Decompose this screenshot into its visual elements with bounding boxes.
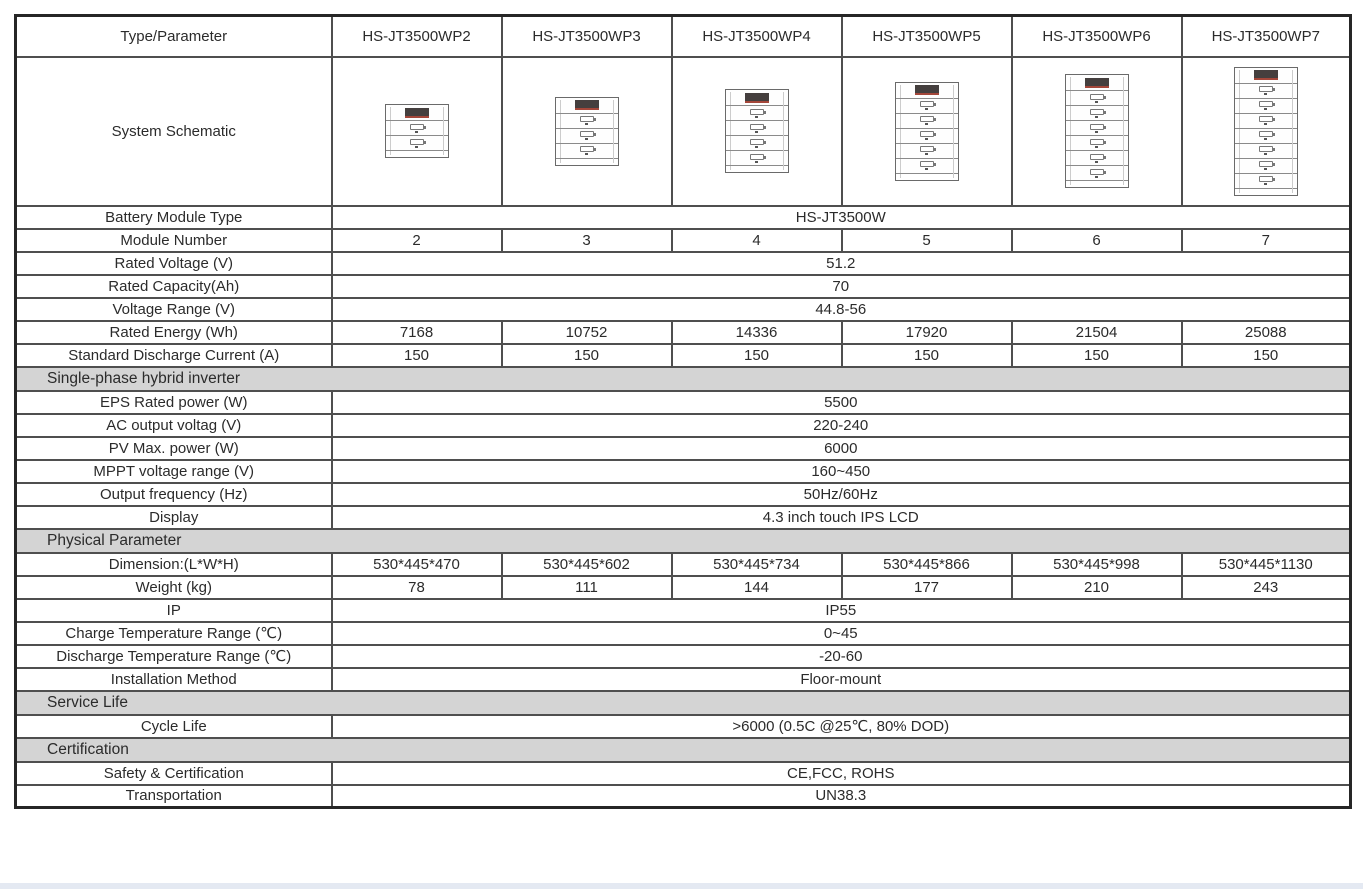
row-label: Safety & Certification [16, 762, 332, 785]
battery-icon [1259, 146, 1273, 152]
cell-value: 530*445*470 [332, 553, 502, 576]
indicator-dot [1095, 101, 1098, 103]
battery-icon [1259, 101, 1273, 107]
cell-value: 150 [672, 344, 842, 367]
battery-icon [920, 116, 934, 122]
battery-icon [580, 146, 594, 152]
tower-base [896, 174, 958, 180]
cell-value: 177 [842, 576, 1012, 599]
cell-value: 210 [1012, 576, 1182, 599]
battery-module-segment [386, 121, 448, 136]
battery-icon [410, 124, 424, 130]
cell-value: 2 [332, 229, 502, 252]
battery-icon [1259, 176, 1273, 182]
section-title: Certification [16, 738, 1351, 762]
battery-module-segment [1066, 91, 1128, 106]
inverter-segment [896, 83, 958, 99]
row-value: -20-60 [332, 645, 1351, 668]
cell-value: 150 [502, 344, 672, 367]
spec-table [14, 14, 1352, 809]
schematic-tower-2-modules [385, 104, 449, 158]
battery-icon [1090, 169, 1104, 175]
header-row [16, 16, 1351, 57]
indicator-dot [1095, 116, 1098, 118]
display-screen-icon [915, 85, 939, 95]
schematic-cell [1012, 57, 1182, 206]
table-row-display [16, 506, 1351, 529]
battery-module-segment [896, 144, 958, 159]
cell-value: 7168 [332, 321, 502, 344]
battery-module-segment [1235, 84, 1297, 99]
battery-icon [750, 154, 764, 160]
row-value: IP55 [332, 599, 1351, 622]
cell-value: 150 [1182, 344, 1351, 367]
battery-icon [1259, 161, 1273, 167]
cell-value: 150 [1012, 344, 1182, 367]
table-row-transportation [16, 785, 1351, 808]
indicator-dot [1095, 146, 1098, 148]
model-column-header: HS-JT3500WP2 [332, 16, 502, 57]
model-column-header: HS-JT3500WP4 [672, 16, 842, 57]
cell-value: 530*445*866 [842, 553, 1012, 576]
row-label: Dimension:(L*W*H) [16, 553, 332, 576]
display-screen-icon [1254, 70, 1278, 80]
battery-icon [750, 139, 764, 145]
battery-icon [1259, 86, 1273, 92]
display-screen-icon [1085, 78, 1109, 88]
table-row-output-frequency [16, 483, 1351, 506]
tower-base [726, 166, 788, 172]
inverter-segment [1235, 68, 1297, 84]
row-label: IP [16, 599, 332, 622]
tower-base [1066, 181, 1128, 187]
cell-value: 7 [1182, 229, 1351, 252]
indicator-dot [1264, 138, 1267, 140]
indicator-dot [1095, 176, 1098, 178]
indicator-dot [585, 123, 588, 125]
cell-value: 10752 [502, 321, 672, 344]
row-value: 220-240 [332, 414, 1351, 437]
row-label: Rated Energy (Wh) [16, 321, 332, 344]
cell-value: 25088 [1182, 321, 1351, 344]
indicator-dot [585, 138, 588, 140]
table-row-battery-module-type [16, 206, 1351, 229]
cell-value: 14336 [672, 321, 842, 344]
battery-icon [580, 116, 594, 122]
row-label: Rated Voltage (V) [16, 252, 332, 275]
indicator-dot [925, 108, 928, 110]
tower-base [556, 159, 618, 165]
section-header-certification [16, 738, 1351, 762]
battery-module-segment [1066, 151, 1128, 166]
indicator-dot [1264, 153, 1267, 155]
battery-module-segment [726, 136, 788, 151]
indicator-dot [925, 123, 928, 125]
inverter-segment [386, 105, 448, 121]
model-column-header: HS-JT3500WP5 [842, 16, 1012, 57]
cell-value: 243 [1182, 576, 1351, 599]
battery-module-segment [556, 144, 618, 159]
row-label: AC output voltag (V) [16, 414, 332, 437]
battery-module-segment [896, 129, 958, 144]
cell-value: 150 [842, 344, 1012, 367]
row-label: Installation Method [16, 668, 332, 691]
battery-icon [1259, 116, 1273, 122]
row-label: MPPT voltage range (V) [16, 460, 332, 483]
table-row-eps-power [16, 391, 1351, 414]
model-column-header: HS-JT3500WP6 [1012, 16, 1182, 57]
battery-module-segment [896, 159, 958, 174]
battery-module-segment [556, 129, 618, 144]
battery-icon [580, 131, 594, 137]
row-label: Rated Capacity(Ah) [16, 275, 332, 298]
row-label: System Schematic [16, 57, 332, 206]
row-value: 0~45 [332, 622, 1351, 645]
battery-module-segment [726, 106, 788, 121]
row-label: Discharge Temperature Range (℃) [16, 645, 332, 668]
schematic-tower-3-modules [555, 97, 619, 166]
battery-module-segment [896, 99, 958, 114]
table-row-module-number [16, 229, 1351, 252]
indicator-dot [585, 153, 588, 155]
row-label: Voltage Range (V) [16, 298, 332, 321]
indicator-dot [755, 116, 758, 118]
row-value: 160~450 [332, 460, 1351, 483]
battery-module-segment [896, 114, 958, 129]
row-value: CE,FCC, ROHS [332, 762, 1351, 785]
battery-module-segment [1066, 121, 1128, 136]
row-value: 44.8-56 [332, 298, 1351, 321]
schematic-cell [672, 57, 842, 206]
row-label: Display [16, 506, 332, 529]
inverter-segment [556, 98, 618, 114]
section-title: Physical Parameter [16, 529, 1351, 553]
battery-icon [750, 109, 764, 115]
cell-value: 5 [842, 229, 1012, 252]
cell-value: 4 [672, 229, 842, 252]
indicator-dot [415, 131, 418, 133]
table-row-pv-max-power [16, 437, 1351, 460]
schematic-cell [332, 57, 502, 206]
battery-module-segment [726, 121, 788, 136]
inverter-segment [1066, 75, 1128, 91]
row-label: Charge Temperature Range (℃) [16, 622, 332, 645]
section-header-inverter [16, 367, 1351, 391]
battery-icon [750, 124, 764, 130]
section-header-service-life [16, 691, 1351, 715]
battery-module-segment [1235, 129, 1297, 144]
schematic-tower-7-modules [1234, 67, 1298, 196]
table-row-dimension [16, 553, 1351, 576]
schematic-tower-5-modules [895, 82, 959, 181]
row-value: UN38.3 [332, 785, 1351, 808]
cell-value: 150 [332, 344, 502, 367]
row-value: >6000 (0.5C @25℃, 80% DOD) [332, 715, 1351, 738]
cell-value: 144 [672, 576, 842, 599]
table-row-installation [16, 668, 1351, 691]
row-label: PV Max. power (W) [16, 437, 332, 460]
table-row-safety-certification [16, 762, 1351, 785]
battery-icon [1090, 109, 1104, 115]
section-title: Service Life [16, 691, 1351, 715]
row-value: 6000 [332, 437, 1351, 460]
cell-value: 3 [502, 229, 672, 252]
battery-module-segment [1235, 174, 1297, 189]
param-column-header: Type/Parameter [16, 16, 332, 57]
row-value: Floor-mount [332, 668, 1351, 691]
section-header-physical [16, 529, 1351, 553]
battery-icon [920, 146, 934, 152]
table-row-charge-temp [16, 622, 1351, 645]
battery-icon [1259, 131, 1273, 137]
cell-value: 78 [332, 576, 502, 599]
row-label: Cycle Life [16, 715, 332, 738]
row-value: 51.2 [332, 252, 1351, 275]
battery-module-segment [556, 114, 618, 129]
cell-value: 530*445*1130 [1182, 553, 1351, 576]
cell-value: 17920 [842, 321, 1012, 344]
schematic-cell [1182, 57, 1351, 206]
battery-icon [1090, 139, 1104, 145]
row-value: 4.3 inch touch IPS LCD [332, 506, 1351, 529]
battery-module-segment [1235, 159, 1297, 174]
schematic-cell [502, 57, 672, 206]
battery-module-segment [1235, 99, 1297, 114]
battery-module-segment [726, 151, 788, 166]
indicator-dot [415, 146, 418, 148]
table-row-ip [16, 599, 1351, 622]
row-value: HS-JT3500W [332, 206, 1351, 229]
indicator-dot [1264, 108, 1267, 110]
battery-module-segment [386, 136, 448, 151]
display-screen-icon [405, 108, 429, 118]
indicator-dot [1264, 93, 1267, 95]
display-screen-icon [745, 93, 769, 103]
schematic-tower-4-modules [725, 89, 789, 173]
battery-icon [1090, 154, 1104, 160]
schematic-row [16, 57, 1351, 206]
table-row-rated-capacity [16, 275, 1351, 298]
battery-icon [1090, 94, 1104, 100]
indicator-dot [925, 138, 928, 140]
table-row-mppt-range [16, 460, 1351, 483]
table-row-cycle-life [16, 715, 1351, 738]
indicator-dot [755, 131, 758, 133]
battery-icon [920, 161, 934, 167]
table-row-voltage-range [16, 298, 1351, 321]
row-label: Weight (kg) [16, 576, 332, 599]
schematic-tower-6-modules [1065, 74, 1129, 188]
battery-icon [1090, 124, 1104, 130]
table-row-rated-energy [16, 321, 1351, 344]
battery-icon [920, 101, 934, 107]
cell-value: 21504 [1012, 321, 1182, 344]
section-title: Single-phase hybrid inverter [16, 367, 1351, 391]
battery-module-segment [1066, 166, 1128, 181]
inverter-segment [726, 90, 788, 106]
indicator-dot [1095, 161, 1098, 163]
model-column-header: HS-JT3500WP3 [502, 16, 672, 57]
battery-module-segment [1235, 144, 1297, 159]
tower-base [1235, 189, 1297, 195]
battery-module-segment [1235, 114, 1297, 129]
table-row-discharge-temp [16, 645, 1351, 668]
row-label: Transportation [16, 785, 332, 808]
row-label: Output frequency (Hz) [16, 483, 332, 506]
row-value: 50Hz/60Hz [332, 483, 1351, 506]
row-label: Module Number [16, 229, 332, 252]
indicator-dot [1264, 168, 1267, 170]
indicator-dot [925, 153, 928, 155]
battery-module-segment [1066, 106, 1128, 121]
row-value: 5500 [332, 391, 1351, 414]
cell-value: 6 [1012, 229, 1182, 252]
display-screen-icon [575, 100, 599, 110]
table-row-weight [16, 576, 1351, 599]
tower-base [386, 151, 448, 157]
row-value: 70 [332, 275, 1351, 298]
battery-module-segment [1066, 136, 1128, 151]
battery-icon [920, 131, 934, 137]
indicator-dot [755, 161, 758, 163]
battery-icon [410, 139, 424, 145]
cell-value: 111 [502, 576, 672, 599]
indicator-dot [925, 168, 928, 170]
cell-value: 530*445*734 [672, 553, 842, 576]
indicator-dot [1095, 131, 1098, 133]
indicator-dot [1264, 183, 1267, 185]
schematic-cell [842, 57, 1012, 206]
row-label: EPS Rated power (W) [16, 391, 332, 414]
page-bottom-strip [0, 883, 1363, 889]
row-label: Standard Discharge Current (A) [16, 344, 332, 367]
cell-value: 530*445*602 [502, 553, 672, 576]
table-row-rated-voltage [16, 252, 1351, 275]
indicator-dot [1264, 123, 1267, 125]
table-row-discharge-current [16, 344, 1351, 367]
model-column-header: HS-JT3500WP7 [1182, 16, 1351, 57]
cell-value: 530*445*998 [1012, 553, 1182, 576]
row-label: Battery Module Type [16, 206, 332, 229]
table-row-ac-output [16, 414, 1351, 437]
indicator-dot [755, 146, 758, 148]
